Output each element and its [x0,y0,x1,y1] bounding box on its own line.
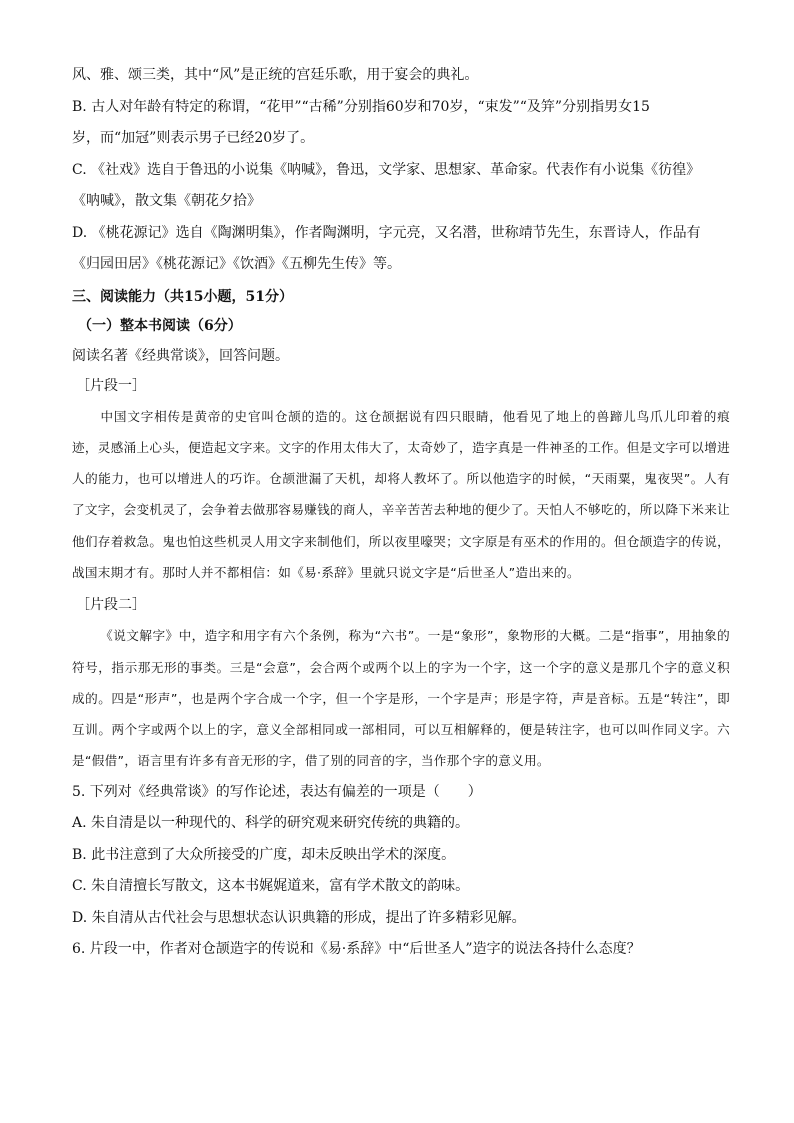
fragment-two-text [72,620,730,776]
fragment-one-body: 中国文字相传是黄帝的史官叫仓颉的造的。这仓颉据说有四只眼睛，他看见了地上的兽蹄儿鸟爪儿印着的痕迹，灵感涌上心头，便造起文字来。文字的作用太伟大了，太奇妙了，造字真是一件神圣的工作。但是文字可以增进人的能力，也可以增进人的巧诈。仓颉泄漏了天机，却将人教坏了。所以他造字的时候，“天雨粟，鬼夜哭”。人有了文字，会变机灵了，会争着去做那容易赚钱的商人，辛辛苦苦去种地的便少了。天怕人不够吃的，所以降下米来让他们存着救急。鬼也怕这些机灵人用文字来制他们，所以夜里嚎哭；文字原是有巫术的作用的。但仓颉造字的传说，战国末期才有。那时人并不都相信：如《易·系辞》里就只说文字是“后世圣人”造出来的。 [72,408,730,580]
question-6-stem: 6. 片段一中，作者对仓颉造字的传说和《易·系辞》中“后世圣人”造字的说法各持什么态度？ [72,941,641,958]
question-5-option-c: C. 朱自清擅长写散文，这本书娓娓道来，富有学术散文的韵味。 [72,878,470,895]
fragment-two-body: 《说文解字》中，造字和用字有六个条例，称为“六书”。一是“象形”，象物形的大概。二是“指事”，用抽象的符号，指示那无形的事类。三是“会意”，会合两个或两个以上的字为一个字，这一个字的意义是那几个字的意义积成的。四是“形声”，也是两个字合成一个字，但一个字是形，一个字是声；形是字符，声是音标。五是“转注”，即互训。两个字或两个以上的字，意义全部相同或一部相同，可以互相解释的，便是转注字，也可以叫作同义字。六是“假借”，语言里有许多有音无形的字，借了别的同音的字，当作那个字的意义用。 [72,628,730,769]
question-5-option-d: D. 朱自清从古代社会与思想状态认识典籍的形成，提出了许多精彩见解。 [72,909,526,926]
option-c-continued: 《呐喊》，散文集《朝花夕拾》 [72,193,261,209]
fragment-two-label: ［片段二］ [76,597,146,614]
fragment-one-label: ［片段一］ [76,377,146,394]
question-5-stem: 5. 下列对《经典常谈》的写作论述，表达有偏差的一项是（ ） [72,783,482,800]
option-b: B. 古人对年龄有特定的称谓，“花甲”“古稀”分别指60岁和70岁，“束发”“及笄”分别指男女15 [72,98,650,115]
option-text: 风、雅、颂三类，其中“风”是正统的宫廷乐歌，用于宴会的典礼。 [72,67,479,83]
option-d-continued: 《归园田居》《桃花源记》《饮酒》《五柳先生传》等。 [72,256,401,272]
document-page [72,60,730,966]
question-5-option-b: B. 此书注意到了大众所接受的广度，却未反映出学术的深度。 [72,846,456,863]
reading-instruction: 阅读名著《经典常谈》，回答问题。 [72,347,289,364]
option-b-continued: 岁，而“加冠”则表示男子已经20岁了。 [72,130,315,146]
section-title: 三、阅读能力（共15小题，51分） [72,288,293,305]
option-c: C. 《社戏》选自于鲁迅的小说集《呐喊》，鲁迅，文学家、思想家、革命家。代表作有小说集《彷徨》 [72,161,701,178]
question-5-option-a: A. 朱自清是以一种现代的、科学的研究观来研究传统的典籍的。 [72,815,470,832]
section-subtitle: （一）整本书阅读（6分） [78,317,242,334]
fragment-one-text [72,401,730,589]
option-d: D. 《桃花源记》选自《陶渊明集》，作者陶渊明，字元亮，又名潜，世称靖节先生，东晋诗人，作品有 [72,224,701,241]
